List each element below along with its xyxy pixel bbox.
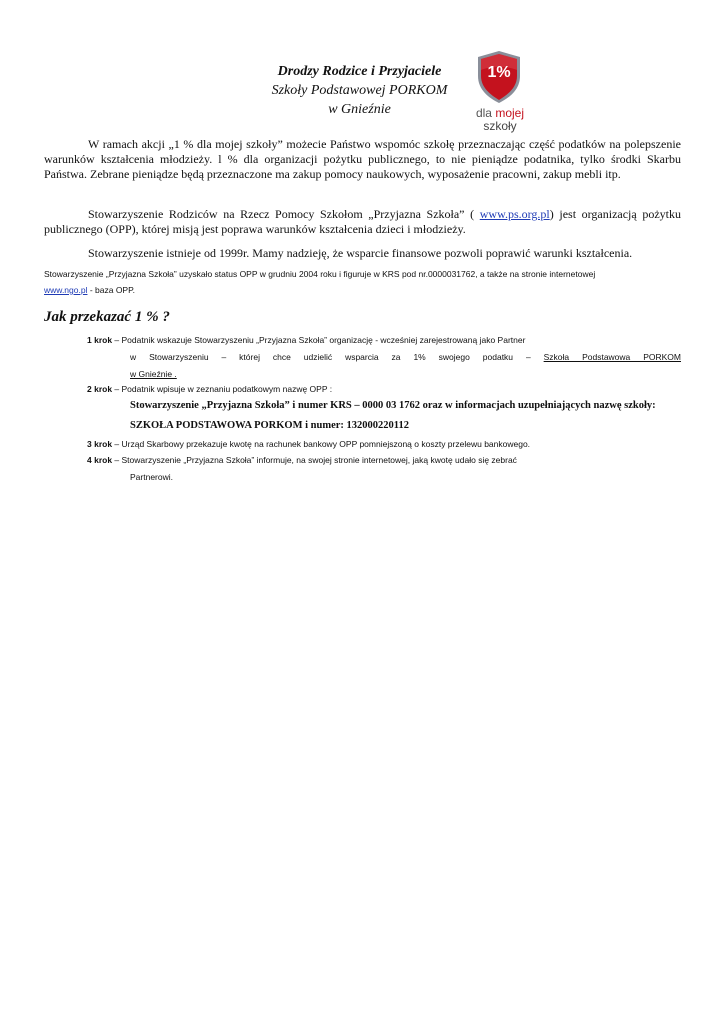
step-1-text: – Podatnik wskazuje Stowarzyszeniu „Przyjazna Szkoła” organizację - wcześniej zarejestrowaną jako Partner [112,335,526,345]
step-2-label: 2 krok [87,384,113,394]
step-3-label: 3 krok [87,439,113,449]
step-1-school-name: Szkoła Podstawowa PORKOM [543,352,681,362]
step-3 [87,436,530,453]
logo-caption-line2: szkoły [483,119,517,133]
intro-paragraph: W ramach akcji „1 % dla mojej szkoły” możecie Państwo wspomóc szkołę przeznaczając część podatków na polepszenie warunków kształcenia młodzieży. l % dla organizacji pożytku publicznego, to nie pieniądze podatnika, tylko środki Skarbu Państwa. Zebrane pieniądze będą przeznaczone ma zakup pomocy naukowych, wyposażenie pracowni, zakup mebli itp. [44,137,681,181]
header-school-name: Szkoły Podstawowej PORKOM [271,83,448,98]
step-2-school-line: SZKOŁA PODSTAWOWA PORKOM i numer: 132000220112 [130,420,409,431]
association-paragraph [44,207,681,237]
ngo-link[interactable]: www.ngo.pl [44,285,88,295]
header-city: w Gnieźnie [328,102,391,117]
step-1-label: 1 krok [87,335,113,345]
step-3-text: – Urząd Skarbowy przekazuje kwotę na rachunek bankowy OPP pomniejszoną o koszty przelewu bankowego. [112,439,531,449]
association-text-after: ) jest organizacją pożytku publicznego (OPP), której misją jest poprawa warunków kształcenia dzieci i młodzieży. [44,207,681,236]
step-2 [87,381,332,398]
document-header [0,62,725,119]
step-1-line2-text: w Stowarzyszeniu – której chce udzielić wsparcia za 1% swojego podatku – [130,352,531,362]
since-paragraph: Stowarzyszenie istnieje od 1999r. Mamy nadzieję, że wsparcie finansowe pozwoli poprawić warunki kształcenia. [88,246,633,260]
step-1-line3: w Gnieźnie . [130,369,177,379]
step-4-line2: Partnerowi. [130,472,173,482]
step-4-label: 4 krok [87,455,113,465]
status-paragraph [44,266,681,298]
step-2-krs-line: Stowarzyszenie „Przyjazna Szkoła” i numer KRS – 0000 03 1762 oraz w informacjach uzupełniających nazwę szkoły: [130,400,656,411]
logo-percent: 1% [487,64,511,81]
how-to-heading: Jak przekazać 1 % ? [44,309,170,325]
step-1-line2 [130,349,681,366]
step-1 [87,332,525,349]
status-text-after: - baza OPP. [87,285,136,295]
logo-caption-prefix: dla [475,106,496,120]
ps-org-link[interactable]: www.ps.org.pl [479,207,550,221]
step-4-text: – Stowarzyszenie „Przyjazna Szkoła” informuje, na swojej stronie internetowej, jaką kwotę udało się zebrać [112,455,517,465]
association-text: Stowarzyszenie Rodziców na Rzecz Pomocy Szkołom „Przyjazna Szkoła” ( [88,207,480,221]
one-percent-logo [472,50,528,138]
step-4 [87,452,517,469]
step-2-text: – Podatnik wpisuje w zeznaniu podatkowym nazwę OPP : [112,384,333,394]
header-greeting: Drodzy Rodzice i Przyjaciele [277,64,442,79]
status-text: Stowarzyszenie „Przyjazna Szkoła” uzyskało status OPP w grudniu 2004 roku i figuruje w KRS pod nr.0000031762, a także na stronie internetowej [44,269,596,279]
logo-caption-emph: mojej [495,106,525,120]
